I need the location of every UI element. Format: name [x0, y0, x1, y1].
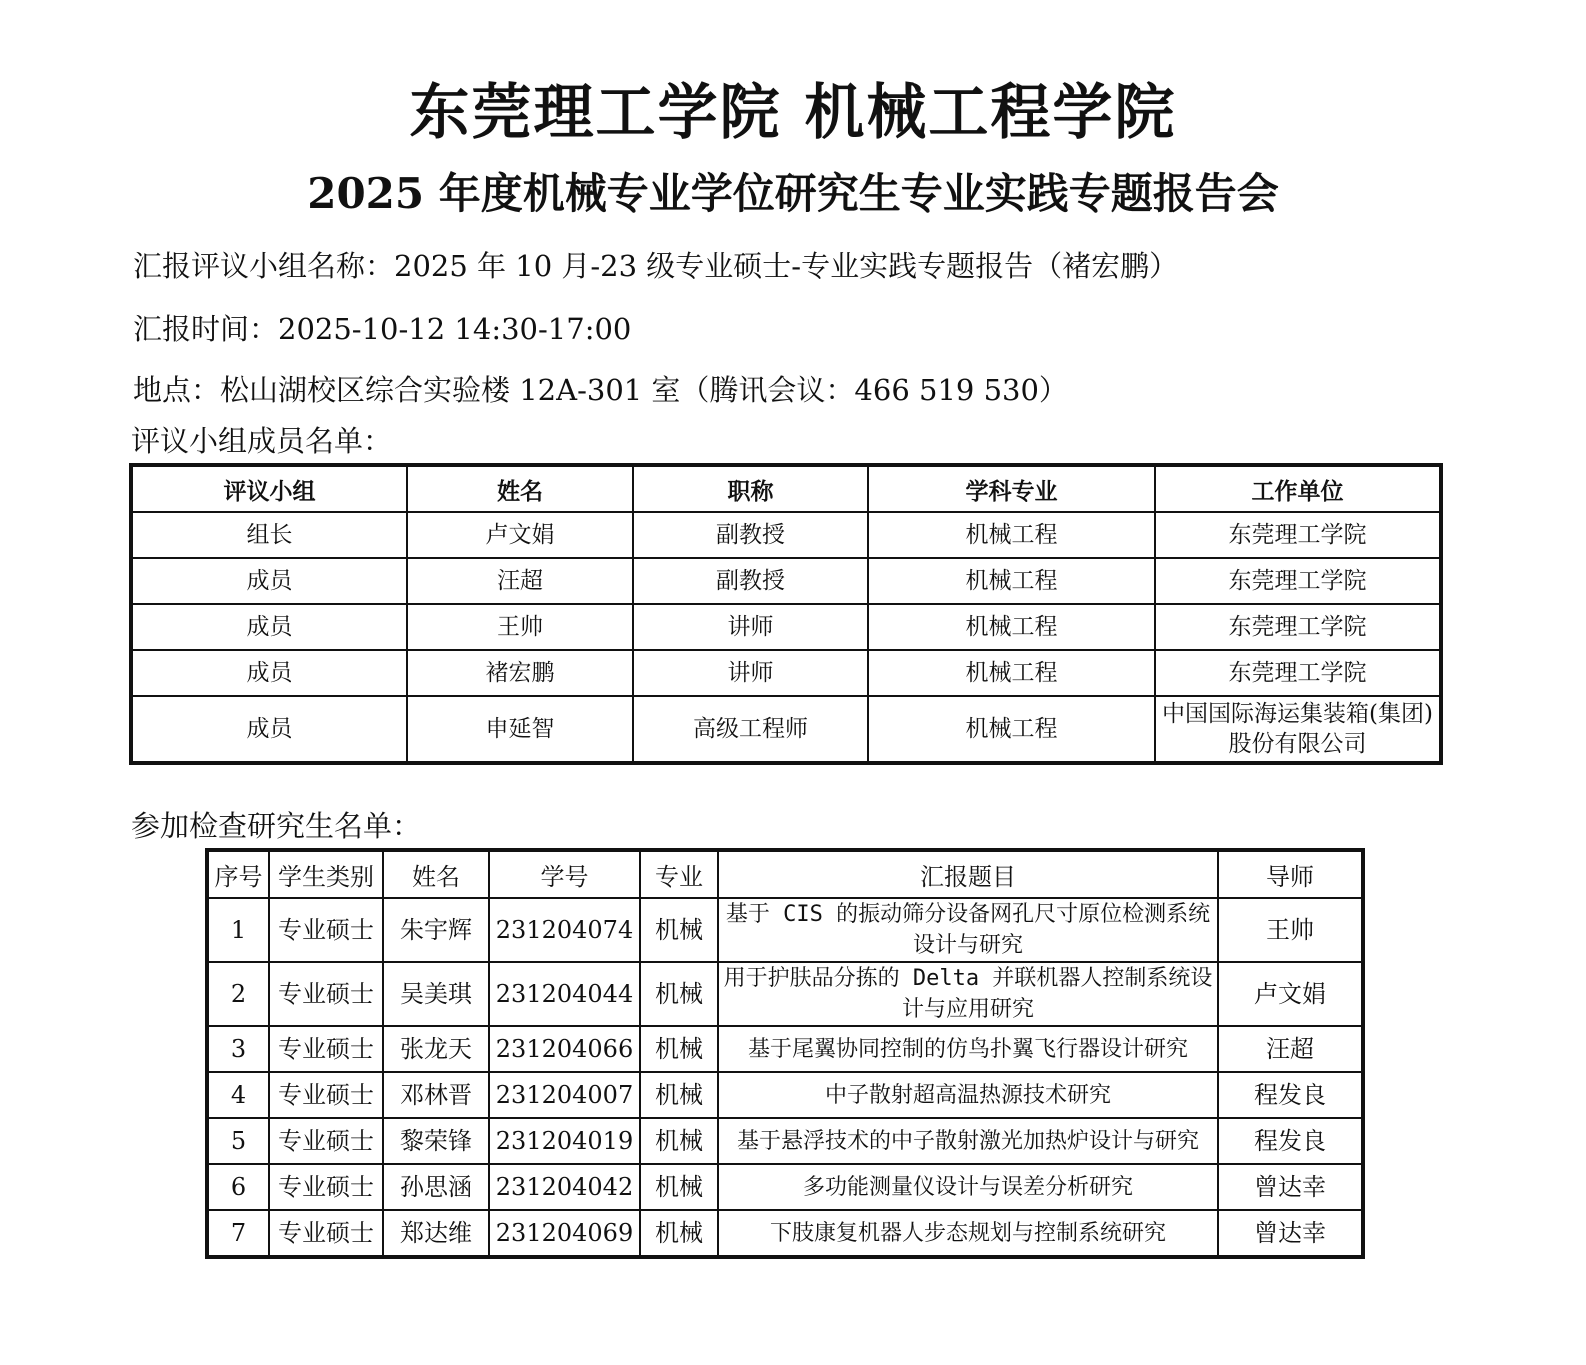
student-topic: 基于 CIS 的振动筛分设备网孔尺寸原位检测系统设计与研究	[718, 898, 1218, 962]
column-header-major: 专业	[640, 850, 718, 898]
student-major: 机械	[640, 1210, 718, 1257]
student-row	[207, 1118, 1363, 1164]
member-major: 机械工程	[868, 558, 1155, 604]
student-advisor: 程发良	[1218, 1118, 1363, 1164]
member-role: 成员	[131, 558, 407, 604]
column-header-no: 序号	[207, 850, 269, 898]
column-header-type: 学生类别	[269, 850, 383, 898]
committee-row	[131, 696, 1441, 763]
report-time-line: 汇报时间：2025-10-12 14:30-17:00	[133, 312, 632, 346]
member-unit: 东莞理工学院	[1155, 604, 1441, 650]
student-row	[207, 1164, 1363, 1210]
member-major: 机械工程	[868, 512, 1155, 558]
column-header-name: 姓名	[383, 850, 489, 898]
student-type: 专业硕士	[269, 1072, 383, 1118]
student-no: 6	[207, 1164, 269, 1210]
student-no: 5	[207, 1118, 269, 1164]
member-unit: 东莞理工学院	[1155, 558, 1441, 604]
member-name: 汪超	[407, 558, 633, 604]
column-header-name: 姓名	[407, 465, 633, 512]
student-major: 机械	[640, 962, 718, 1026]
group-name-line: 汇报评议小组名称：2025 年 10 月-23 级专业硕士-专业实践专题报告（褚宏鹏）	[133, 249, 1179, 283]
column-header-group: 评议小组	[131, 465, 407, 512]
member-role: 成员	[131, 604, 407, 650]
member-role: 成员	[131, 696, 407, 763]
committee-row	[131, 512, 1441, 558]
students-heading: 参加检查研究生名单：	[131, 809, 422, 843]
member-title: 副教授	[633, 558, 868, 604]
column-header-unit: 工作单位	[1155, 465, 1441, 512]
committee-row	[131, 650, 1441, 696]
student-topic: 用于护肤品分拣的 Delta 并联机器人控制系统设计与应用研究	[718, 962, 1218, 1026]
column-header-id: 学号	[489, 850, 640, 898]
student-id: 231204007	[489, 1072, 640, 1118]
student-topic: 中子散射超高温热源技术研究	[718, 1072, 1218, 1118]
student-major: 机械	[640, 898, 718, 962]
student-advisor: 王帅	[1218, 898, 1363, 962]
student-type: 专业硕士	[269, 1118, 383, 1164]
student-advisor: 汪超	[1218, 1026, 1363, 1072]
column-header-topic: 汇报题目	[718, 850, 1218, 898]
student-topic: 基于悬浮技术的中子散射激光加热炉设计与研究	[718, 1118, 1218, 1164]
student-major: 机械	[640, 1026, 718, 1072]
student-advisor: 卢文娟	[1218, 962, 1363, 1026]
student-name: 朱宇辉	[383, 898, 489, 962]
student-type: 专业硕士	[269, 1210, 383, 1257]
student-type: 专业硕士	[269, 1164, 383, 1210]
student-row	[207, 898, 1363, 962]
member-major: 机械工程	[868, 604, 1155, 650]
student-no: 1	[207, 898, 269, 962]
student-name: 吴美琪	[383, 962, 489, 1026]
page-title: 东莞理工学院 机械工程学院	[409, 78, 1177, 148]
member-unit: 中国国际海运集装箱(集团)股份有限公司	[1155, 696, 1441, 763]
member-title: 讲师	[633, 604, 868, 650]
member-name: 褚宏鹏	[407, 650, 633, 696]
student-name: 郑达维	[383, 1210, 489, 1257]
student-no: 3	[207, 1026, 269, 1072]
member-role: 成员	[131, 650, 407, 696]
student-name: 孙思涵	[383, 1164, 489, 1210]
student-type: 专业硕士	[269, 1026, 383, 1072]
member-major: 机械工程	[868, 696, 1155, 763]
committee-table	[129, 463, 1443, 765]
column-header-advisor: 导师	[1218, 850, 1363, 898]
member-name: 王帅	[407, 604, 633, 650]
student-name: 黎荣锋	[383, 1118, 489, 1164]
member-title: 副教授	[633, 512, 868, 558]
student-major: 机械	[640, 1118, 718, 1164]
member-title: 讲师	[633, 650, 868, 696]
member-name: 卢文娟	[407, 512, 633, 558]
student-row	[207, 962, 1363, 1026]
member-unit: 东莞理工学院	[1155, 650, 1441, 696]
student-topic: 多功能测量仪设计与误差分析研究	[718, 1164, 1218, 1210]
student-id: 231204042	[489, 1164, 640, 1210]
student-type: 专业硕士	[269, 898, 383, 962]
committee-row	[131, 558, 1441, 604]
student-row	[207, 1072, 1363, 1118]
student-no: 7	[207, 1210, 269, 1257]
member-major: 机械工程	[868, 650, 1155, 696]
student-type: 专业硕士	[269, 962, 383, 1026]
student-id: 231204069	[489, 1210, 640, 1257]
student-advisor: 程发良	[1218, 1072, 1363, 1118]
column-header-major: 学科专业	[868, 465, 1155, 512]
student-topic: 基于尾翼协同控制的仿鸟扑翼飞行器设计研究	[718, 1026, 1218, 1072]
student-row	[207, 1210, 1363, 1257]
student-name: 邓林晋	[383, 1072, 489, 1118]
student-advisor: 曾达幸	[1218, 1210, 1363, 1257]
member-role: 组长	[131, 512, 407, 558]
student-major: 机械	[640, 1164, 718, 1210]
member-name: 申延智	[407, 696, 633, 763]
committee-header-row	[131, 465, 1441, 512]
member-unit: 东莞理工学院	[1155, 512, 1441, 558]
student-id: 231204019	[489, 1118, 640, 1164]
committee-heading: 评议小组成员名单：	[131, 424, 393, 458]
committee-row	[131, 604, 1441, 650]
student-major: 机械	[640, 1072, 718, 1118]
student-no: 4	[207, 1072, 269, 1118]
student-id: 231204066	[489, 1026, 640, 1072]
location-line: 地点：松山湖校区综合实验楼 12A-301 室（腾讯会议：466 519 530）	[133, 373, 1068, 407]
students-table	[205, 848, 1365, 1259]
student-id: 231204074	[489, 898, 640, 962]
student-id: 231204044	[489, 962, 640, 1026]
student-row	[207, 1026, 1363, 1072]
student-advisor: 曾达幸	[1218, 1164, 1363, 1210]
student-no: 2	[207, 962, 269, 1026]
page-subtitle: 2025 年度机械专业学位研究生专业实践专题报告会	[307, 169, 1279, 218]
column-header-title: 职称	[633, 465, 868, 512]
students-header-row	[207, 850, 1363, 898]
student-name: 张龙天	[383, 1026, 489, 1072]
member-title: 高级工程师	[633, 696, 868, 763]
student-topic: 下肢康复机器人步态规划与控制系统研究	[718, 1210, 1218, 1257]
